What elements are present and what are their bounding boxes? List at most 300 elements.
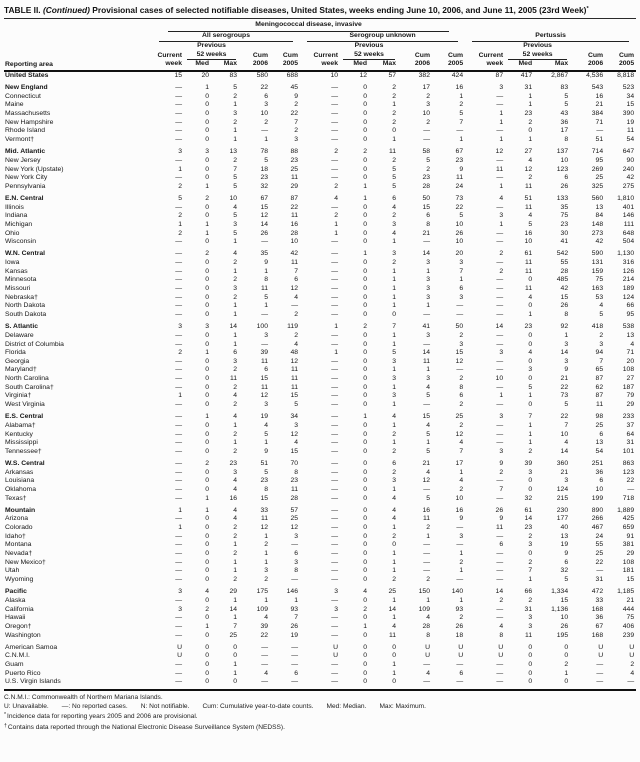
value-cell: 1 — [205, 506, 209, 514]
value-cell: 1 — [264, 596, 268, 604]
value-cell: — — [331, 550, 338, 558]
value-cell: 2 — [294, 331, 298, 339]
value-cell: 27 — [626, 375, 635, 383]
value-cell: 1 — [233, 101, 237, 109]
reporting-area-cell: New Mexico† — [5, 558, 46, 566]
value-cell: 24 — [595, 532, 604, 540]
value-cell: 4 — [426, 383, 430, 391]
value-cell: 6 — [426, 212, 430, 220]
value-cell: 3 — [178, 605, 182, 613]
value-cell: 0 — [363, 506, 367, 514]
table-row — [4, 366, 636, 375]
value-cell: 4 — [459, 439, 464, 447]
value-cell: 3 — [178, 323, 182, 331]
value-cell: 1 — [564, 669, 569, 677]
value-cell: 23 — [455, 156, 464, 164]
value-cell: 13 — [595, 203, 604, 211]
value-cell: 5 — [178, 195, 182, 202]
table-row — [4, 477, 636, 486]
value-cell: 146 — [622, 212, 635, 220]
value-cell: 1 — [205, 413, 209, 421]
value-cell: — — [496, 156, 504, 164]
value-cell: 71 — [595, 118, 604, 126]
reporting-area-cell: Michigan — [5, 220, 33, 228]
value-cell: — — [423, 401, 430, 409]
value-cell: 0 — [205, 267, 209, 275]
value-cell: 16 — [229, 494, 237, 502]
reporting-area-cell: Delaware — [5, 331, 34, 339]
table-row — [4, 375, 636, 384]
value-cell: — — [331, 413, 338, 421]
value-cell: 2 — [233, 293, 237, 301]
value-cell: 2 — [233, 532, 237, 540]
reporting-area-cell: Massachusetts — [5, 110, 51, 118]
value-cell: 2 — [459, 421, 464, 429]
value-cell: 1 — [392, 421, 396, 429]
value-cell: — — [331, 622, 338, 630]
reporting-area-cell: North Dakota — [5, 302, 46, 310]
value-cell: 1 — [233, 302, 237, 310]
value-cell: — — [496, 678, 504, 686]
value-cell: 2 — [233, 92, 237, 100]
value-cell: 2 — [392, 212, 396, 220]
value-cell: 3 — [233, 285, 237, 293]
value-cell: 2 — [564, 660, 569, 668]
value-cell: 199 — [591, 494, 604, 502]
value-cell: 1 — [392, 276, 396, 284]
value-cell: U — [629, 643, 635, 651]
value-cell: — — [175, 285, 182, 293]
value-cell: 12 — [290, 285, 298, 293]
value-cell: 65 — [595, 366, 604, 374]
value-cell: 87 — [595, 392, 604, 400]
value-cell: U — [425, 643, 430, 651]
table-body — [4, 71, 636, 687]
value-cell: 14 — [422, 349, 430, 357]
value-cell: — — [496, 550, 504, 558]
value-cell: 1 — [178, 220, 182, 228]
table-row — [4, 127, 636, 136]
value-cell: 1 — [233, 614, 237, 622]
value-cell: — — [496, 229, 504, 237]
value-cell: 1 — [528, 136, 533, 144]
value-cell: 6 — [294, 669, 298, 677]
value-cell: 100 — [256, 323, 268, 331]
value-cell: 1 — [264, 302, 268, 310]
reporting-area-cell: Mississippi — [5, 439, 38, 447]
value-cell: — — [175, 203, 182, 211]
value-cell: — — [496, 614, 504, 622]
value-cell: 5 — [233, 182, 237, 190]
table-row — [4, 320, 636, 332]
value-cell: 1 — [528, 92, 533, 100]
value-cell: 25 — [595, 174, 604, 182]
value-cell: 3 — [426, 375, 430, 383]
value-cell: 2 — [178, 349, 182, 357]
reporting-area-cell: Ohio — [5, 229, 20, 237]
value-cell: 4 — [392, 515, 396, 523]
value-cell: 9 — [499, 460, 504, 468]
value-cell: 0 — [363, 460, 367, 468]
value-cell: 2 — [459, 375, 464, 383]
value-cell: 3 — [459, 293, 464, 301]
value-cell: 3 — [564, 477, 569, 485]
value-cell: 14 — [229, 323, 237, 331]
value-cell: 5 — [564, 576, 569, 584]
value-cell: 26 — [495, 506, 504, 514]
value-cell: — — [175, 110, 182, 118]
value-cell: 14 — [524, 515, 533, 523]
value-cell: 0 — [363, 174, 367, 182]
value-cell: 444 — [622, 605, 635, 613]
value-cell: 7 — [233, 165, 237, 173]
value-cell: 4 — [426, 421, 430, 429]
value-cell: 2 — [392, 118, 396, 126]
value-cell: 1 — [392, 614, 396, 622]
value-cell: 0 — [363, 678, 367, 686]
value-cell: 863 — [622, 460, 635, 468]
value-cell: 0 — [205, 541, 209, 549]
value-cell: 1,889 — [617, 506, 635, 514]
value-cell: 4 — [233, 203, 237, 211]
value-cell: 0 — [205, 596, 209, 604]
value-cell: 9 — [264, 447, 268, 455]
value-cell: — — [291, 541, 298, 549]
value-cell: 12 — [290, 357, 298, 365]
reporting-area-cell: Illinois — [5, 203, 24, 211]
value-cell: 0 — [528, 660, 533, 668]
value-cell: 0 — [363, 439, 367, 447]
value-cell: — — [291, 302, 298, 310]
value-cell: 1 — [426, 366, 430, 374]
table-row — [4, 183, 636, 192]
value-cell: 0 — [363, 532, 367, 540]
value-cell: 3 — [178, 588, 182, 596]
value-cell: 0 — [392, 311, 396, 319]
value-cell: 0 — [363, 349, 367, 357]
value-cell: 3 — [499, 212, 504, 220]
value-cell: — — [331, 375, 338, 383]
value-cell: 0 — [205, 174, 209, 182]
value-cell: 11 — [290, 486, 298, 493]
value-cell: 8 — [459, 383, 464, 391]
value-cell: 2 — [363, 148, 367, 156]
value-cell: 2,867 — [551, 71, 569, 79]
reporting-area-cell: New Hampshire — [5, 118, 54, 126]
table-row — [4, 268, 636, 277]
value-cell: 27 — [524, 148, 533, 156]
value-cell: 2 — [392, 430, 396, 438]
value-cell: 0 — [233, 643, 237, 651]
value-cell: 275 — [622, 182, 635, 190]
reporting-area-cell: Iowa — [5, 259, 20, 267]
table-row — [4, 311, 636, 320]
value-cell: — — [331, 203, 338, 211]
value-cell: 25 — [595, 550, 604, 558]
value-cell: 0 — [205, 558, 209, 566]
value-cell: 14 — [229, 605, 237, 613]
previous-label: Previous — [197, 42, 226, 50]
value-cell: 16 — [455, 506, 464, 514]
previous-label: Previous — [354, 42, 384, 50]
value-cell: 10 — [560, 614, 569, 622]
reporting-area-cell: Georgia — [5, 357, 30, 365]
value-cell: 14 — [495, 323, 504, 331]
value-cell: 0 — [363, 357, 367, 365]
table-row — [4, 410, 636, 422]
value-cell: 12 — [290, 524, 298, 532]
value-cell: 9 — [564, 366, 569, 374]
value-cell: 48 — [290, 349, 298, 357]
week-label: week — [465, 60, 505, 71]
value-cell: 150 — [418, 588, 430, 596]
value-cell: 1 — [459, 596, 464, 604]
table-row — [4, 541, 636, 550]
reporting-area-cell: Maine — [5, 101, 24, 109]
value-cell: — — [456, 678, 464, 686]
value-cell: 53 — [595, 293, 604, 301]
value-cell: U — [629, 652, 635, 660]
value-cell: 15 — [422, 203, 430, 211]
value-cell: — — [496, 293, 504, 301]
value-cell: 1 — [264, 267, 268, 275]
value-cell: 0 — [528, 302, 533, 310]
value-cell: 10 — [595, 486, 604, 493]
value-cell: 0 — [363, 631, 367, 639]
value-cell: 64 — [626, 430, 635, 438]
value-cell: 0 — [392, 127, 396, 135]
table-row — [4, 174, 636, 183]
value-cell: 12 — [260, 524, 268, 532]
value-cell: 0 — [205, 524, 209, 532]
value-cell: — — [423, 136, 430, 144]
reporting-area-cell: E.N. Central — [5, 195, 44, 202]
value-cell: 55 — [560, 259, 569, 267]
value-cell: — — [496, 92, 504, 100]
value-cell: 0 — [392, 643, 396, 651]
value-cell: 2 — [392, 468, 396, 476]
title-prefix: TABLE II. — [4, 5, 41, 15]
value-cell: 0 — [205, 302, 209, 310]
value-cell: 1 — [392, 285, 396, 293]
value-cell: 2 — [264, 541, 268, 549]
value-cell: 0 — [205, 631, 209, 639]
value-cell: — — [175, 622, 182, 630]
value-cell: 1 — [233, 340, 237, 348]
table-row — [4, 632, 636, 641]
value-cell: 1 — [334, 220, 338, 228]
value-cell: 108 — [622, 558, 635, 566]
value-cell: — — [496, 366, 504, 374]
value-cell: — — [261, 643, 268, 651]
value-cell: 91 — [626, 532, 635, 540]
value-cell: 0 — [205, 101, 209, 109]
value-cell: 214 — [622, 276, 635, 284]
reporting-area-cell: Kansas — [5, 267, 28, 275]
cum-label: Cum — [588, 51, 604, 59]
value-cell: 42 — [626, 174, 635, 182]
value-cell: 0 — [363, 430, 367, 438]
value-cell: 137 — [556, 148, 569, 156]
value-cell: 6 — [564, 174, 569, 182]
value-cell: — — [261, 652, 268, 660]
value-cell: — — [175, 460, 182, 468]
value-cell: 2 — [426, 118, 430, 126]
reporting-area-cell: Mid. Atlantic — [5, 148, 46, 156]
value-cell: 504 — [622, 238, 635, 246]
value-cell: 3 — [334, 605, 338, 613]
value-cell: 2 — [363, 323, 367, 331]
value-cell: 50 — [422, 195, 430, 202]
value-cell: 1 — [233, 238, 237, 246]
value-cell: 1 — [363, 182, 367, 190]
value-cell: 0 — [363, 447, 367, 455]
value-cell: 51 — [260, 460, 268, 468]
value-cell: — — [331, 678, 338, 686]
value-cell: 3 — [426, 259, 430, 267]
value-cell: 11 — [290, 383, 298, 391]
value-cell: 0 — [205, 669, 209, 677]
value-cell: 1 — [528, 430, 533, 438]
value-cell: 1 — [205, 84, 209, 92]
value-cell: 26 — [260, 229, 268, 237]
value-cell: 101 — [622, 447, 635, 455]
value-cell: 10 — [455, 494, 464, 502]
supergroup-spacer — [465, 21, 636, 32]
value-cell: 0 — [205, 643, 209, 651]
value-cell: — — [175, 331, 182, 339]
value-cell: — — [456, 524, 464, 532]
value-cell: 3 — [233, 468, 237, 476]
reporting-area-cell: Pennsylvania — [5, 182, 46, 190]
value-cell: — — [627, 486, 635, 493]
reporting-area-cell: Wisconsin — [5, 238, 36, 246]
value-cell: — — [423, 238, 430, 246]
value-cell: 2 — [459, 558, 464, 566]
value-cell: 32 — [560, 567, 569, 575]
value-cell: 0 — [205, 127, 209, 135]
value-cell: 2 — [528, 447, 533, 455]
value-cell: 23 — [290, 477, 298, 485]
table-row — [4, 341, 636, 350]
value-cell: 88 — [290, 148, 298, 156]
value-cell: 401 — [622, 203, 635, 211]
value-cell: 5 — [233, 229, 237, 237]
value-cell: — — [496, 238, 504, 246]
reporting-area-cell: U.S. Virgin Islands — [5, 678, 61, 686]
value-cell: 23 — [524, 323, 533, 331]
value-cell: 168 — [591, 605, 604, 613]
value-cell: — — [175, 127, 182, 135]
value-cell: 8 — [564, 311, 569, 319]
value-cell: — — [331, 631, 338, 639]
value-cell: 31 — [595, 576, 604, 584]
table-row — [4, 533, 636, 542]
value-cell: 0 — [363, 468, 367, 476]
max-label: Max — [534, 60, 570, 71]
value-cell: — — [175, 267, 182, 275]
reporting-area-cell: New York City — [5, 174, 48, 182]
value-cell: 0 — [528, 669, 533, 677]
value-cell: 2 — [392, 92, 396, 100]
value-cell: 0 — [363, 203, 367, 211]
value-cell: 9 — [294, 92, 298, 100]
footnotes — [4, 693, 636, 732]
value-cell: 29 — [626, 550, 635, 558]
value-cell: — — [456, 541, 464, 549]
value-cell: — — [331, 250, 338, 258]
med-label: Med — [505, 60, 534, 71]
value-cell: 175 — [256, 588, 268, 596]
value-cell: 2 — [205, 250, 209, 258]
value-cell: 11 — [388, 631, 396, 639]
value-cell: 13 — [560, 532, 569, 540]
value-cell: 12 — [524, 165, 533, 173]
value-cell: 0 — [564, 652, 569, 660]
value-cell: 8 — [294, 468, 298, 476]
value-cell: 12 — [422, 477, 430, 485]
value-cell: 13 — [595, 439, 604, 447]
value-cell: 467 — [591, 524, 604, 532]
week-label: week — [152, 60, 184, 71]
value-cell: 3 — [392, 220, 396, 228]
value-cell: — — [331, 439, 338, 447]
value-cell: 0 — [205, 421, 209, 429]
value-cell: 0 — [363, 366, 367, 374]
table-row — [4, 392, 636, 401]
value-cell: 126 — [622, 267, 635, 275]
value-cell: 1 — [528, 576, 533, 584]
value-cell: 0 — [363, 576, 367, 584]
value-cell: 0 — [363, 302, 367, 310]
value-cell: 95 — [595, 156, 604, 164]
value-cell: U — [333, 643, 338, 651]
table-row — [4, 349, 636, 358]
value-cell: 33 — [595, 596, 604, 604]
value-cell: 71 — [626, 349, 635, 357]
value-cell: 0 — [205, 165, 209, 173]
value-cell: 11 — [260, 515, 268, 523]
value-cell: 3 — [499, 413, 504, 421]
value-cell: — — [175, 567, 182, 575]
value-cell: 31 — [626, 439, 635, 447]
value-cell: 0 — [528, 550, 533, 558]
value-cell: — — [331, 156, 338, 164]
value-cell: 11 — [496, 165, 504, 173]
value-cell: 0 — [205, 366, 209, 374]
reporting-area-cell: Texas† — [5, 494, 27, 502]
value-cell: 0 — [205, 285, 209, 293]
value-cell: 8 — [499, 631, 504, 639]
value-cell: 1 — [392, 293, 396, 301]
value-cell: U — [425, 652, 430, 660]
title-week: (23rd Week) — [539, 5, 587, 15]
value-cell: 688 — [286, 71, 298, 79]
value-cell: 2 — [178, 182, 182, 190]
value-cell: 98 — [595, 413, 604, 421]
value-cell: 2 — [233, 259, 237, 267]
value-cell: — — [496, 532, 504, 540]
value-cell: — — [596, 567, 604, 575]
value-cell: 2 — [294, 101, 298, 109]
value-cell: — — [175, 669, 182, 677]
value-cell: 4 — [233, 250, 237, 258]
value-cell: 57 — [388, 71, 396, 79]
value-cell: 1 — [392, 302, 396, 310]
value-cell: 266 — [591, 515, 604, 523]
value-cell: 28 — [560, 267, 569, 275]
value-cell: 538 — [622, 323, 635, 331]
